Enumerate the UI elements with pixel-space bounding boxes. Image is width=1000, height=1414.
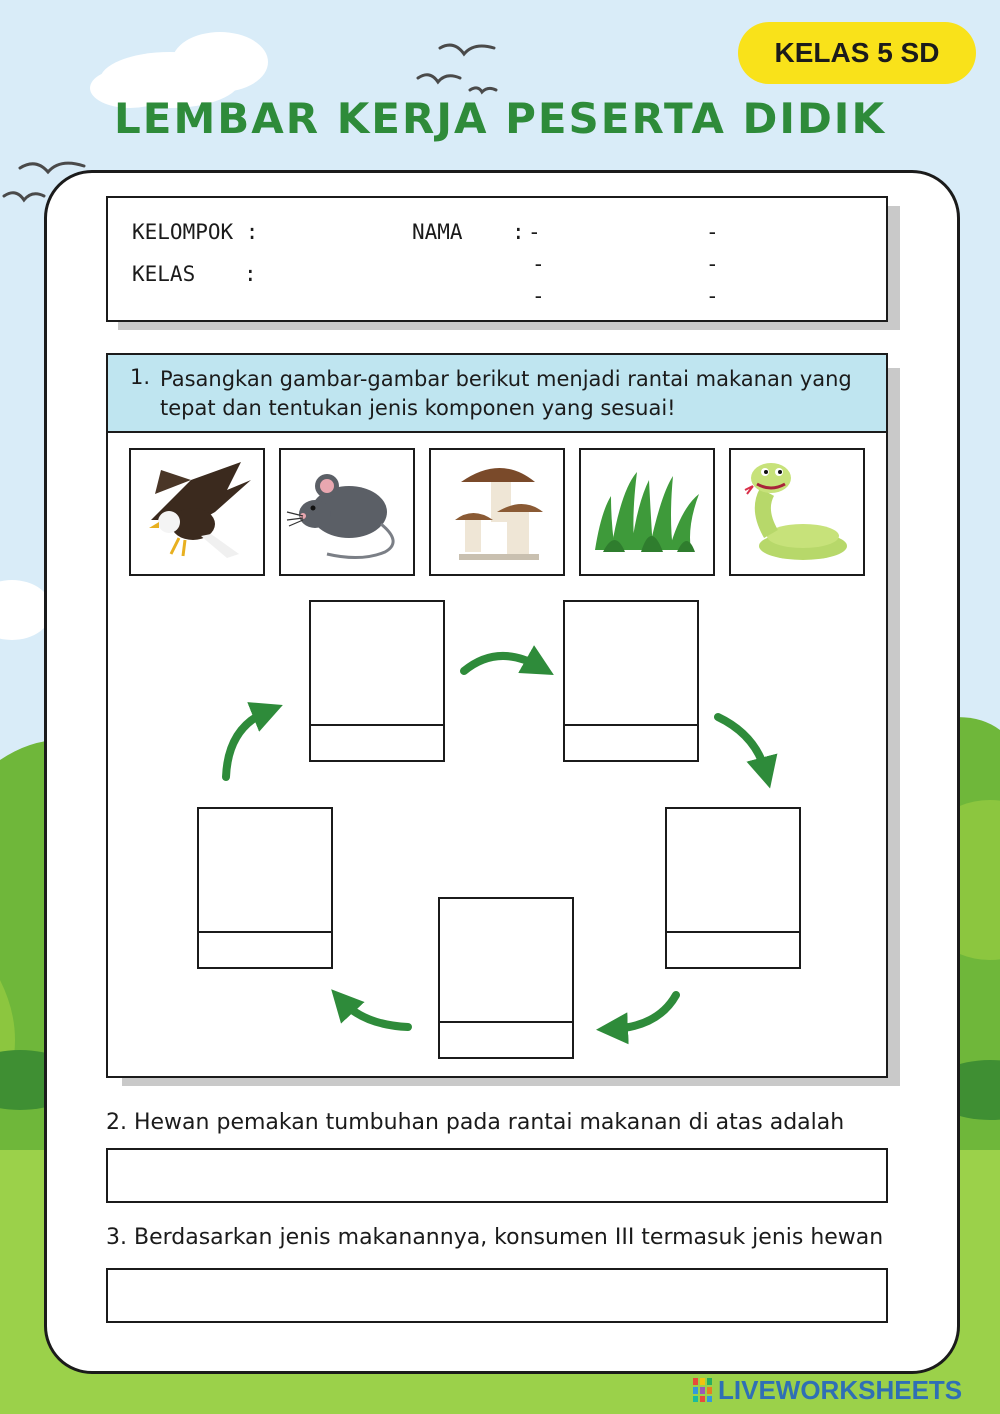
name-dash: - bbox=[532, 284, 545, 308]
mouse-icon bbox=[281, 450, 413, 574]
name-dash: - bbox=[532, 252, 545, 276]
kelas-label: KELAS bbox=[132, 262, 196, 286]
food-chain-slot-2[interactable] bbox=[563, 600, 699, 762]
picture-card-eagle[interactable] bbox=[129, 448, 265, 576]
mushroom-icon bbox=[431, 450, 563, 574]
food-chain-slot-5[interactable] bbox=[197, 807, 333, 969]
arrow-icon bbox=[612, 995, 676, 1029]
question1-box bbox=[106, 353, 888, 1078]
slot-label-area[interactable] bbox=[667, 931, 799, 967]
student-info-box bbox=[106, 196, 888, 322]
slot-label-area[interactable] bbox=[199, 931, 331, 967]
watermark-text: LIVEWORKSHEETS bbox=[718, 1374, 963, 1405]
name-dash: - bbox=[706, 252, 719, 276]
slot-label-area[interactable] bbox=[565, 724, 697, 760]
question3-text: 3. Berdasarkan jenis makanannya, konsumen III termasuk jenis hewan bbox=[106, 1225, 884, 1250]
snake-icon bbox=[731, 450, 863, 574]
picture-card-snake[interactable] bbox=[729, 448, 865, 576]
question1-number: 1. bbox=[130, 365, 151, 389]
question3-answer-field[interactable] bbox=[106, 1268, 888, 1323]
question1-text: Pasangkan gambar-gambar berikut menjadi rantai makanan yang tepat dan tentukan jenis komponen yang sesuai! bbox=[160, 367, 852, 420]
page-title: LEMBAR KERJA PESERTA DIDIK bbox=[114, 94, 886, 143]
name-dash: - bbox=[706, 284, 719, 308]
question1-header bbox=[108, 355, 886, 433]
arrow-icon bbox=[342, 1001, 408, 1027]
arrow-icon bbox=[464, 656, 540, 671]
nama-label: NAMA bbox=[412, 220, 463, 244]
liveworksheets-watermark[interactable] bbox=[692, 1374, 992, 1406]
food-chain-slot-1[interactable] bbox=[309, 600, 445, 762]
name-dash: - bbox=[528, 220, 541, 244]
kelas-colon: : bbox=[244, 262, 257, 286]
slot-label-area[interactable] bbox=[311, 724, 443, 760]
question2-text: 2. Hewan pemakan tumbuhan pada rantai makanan di atas adalah bbox=[106, 1110, 845, 1135]
food-chain-slot-3[interactable] bbox=[665, 807, 801, 969]
class-badge: KELAS 5 SD bbox=[738, 22, 976, 84]
food-chain-slot-4[interactable] bbox=[438, 897, 574, 1059]
nama-colon: : bbox=[512, 220, 525, 244]
kelompok-label: KELOMPOK : bbox=[132, 220, 259, 244]
arrow-icon bbox=[718, 717, 766, 773]
arrow-icon bbox=[226, 711, 268, 777]
slot-label-area[interactable] bbox=[440, 1021, 572, 1057]
picture-card-mushroom[interactable] bbox=[429, 448, 565, 576]
grass-icon bbox=[581, 450, 713, 574]
question2-answer-field[interactable] bbox=[106, 1148, 888, 1203]
picture-card-mouse[interactable] bbox=[279, 448, 415, 576]
liveworksheets-logo-icon bbox=[692, 1377, 714, 1403]
eagle-icon bbox=[131, 450, 263, 574]
name-dash: - bbox=[706, 220, 719, 244]
picture-card-grass[interactable] bbox=[579, 448, 715, 576]
